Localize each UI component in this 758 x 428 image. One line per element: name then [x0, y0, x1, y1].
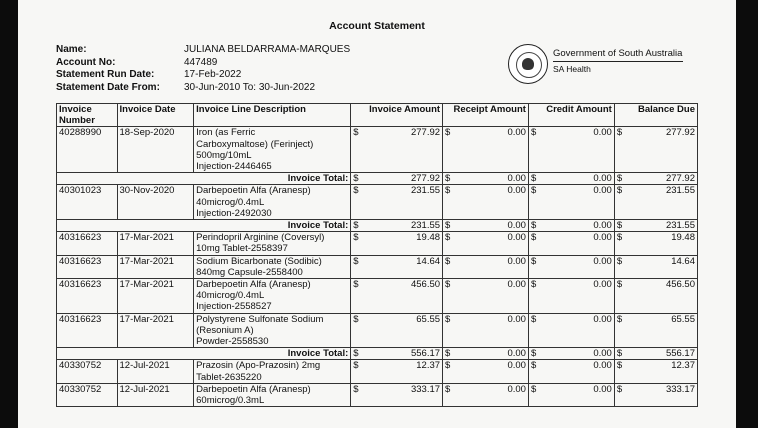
- currency-symbol: $: [351, 279, 363, 314]
- currency-symbol: $: [351, 127, 363, 173]
- invoice-amount: 556.17: [363, 348, 442, 360]
- invoice-number: 40316623: [57, 313, 118, 348]
- currency-symbol: $: [443, 185, 455, 220]
- currency-symbol: $: [351, 348, 363, 360]
- currency-symbol: $: [528, 220, 540, 232]
- receipt-amount: 0.00: [455, 232, 528, 255]
- balance-due: 277.92: [627, 173, 698, 185]
- currency-symbol: $: [443, 232, 455, 255]
- currency-symbol: $: [528, 127, 540, 173]
- invoice-amount: 456.50: [363, 279, 442, 314]
- currency-symbol: $: [351, 173, 363, 185]
- currency-symbol: $: [614, 383, 626, 406]
- invoice-date: 17-Mar-2021: [117, 255, 194, 278]
- invoice-number: 40316623: [57, 255, 118, 278]
- header-invoice-amount: Invoice Amount: [351, 104, 443, 127]
- invoice-date: 12-Jul-2021: [117, 383, 194, 406]
- meta-row-date-range: [56, 82, 350, 95]
- invoice-date: 18-Sep-2020: [117, 127, 194, 173]
- meta-value: 447489: [184, 56, 218, 68]
- meta-label: Account No:: [56, 56, 116, 68]
- header-receipt-amount: Receipt Amount: [443, 104, 529, 127]
- credit-amount: 0.00: [541, 360, 614, 383]
- currency-symbol: $: [528, 255, 540, 278]
- currency-symbol: $: [614, 360, 626, 383]
- receipt-amount: 0.00: [455, 173, 528, 185]
- statement-page: [18, 0, 736, 428]
- currency-symbol: $: [614, 348, 626, 360]
- currency-symbol: $: [351, 383, 363, 406]
- table-row: [57, 313, 698, 348]
- receipt-amount: 0.00: [455, 185, 528, 220]
- invoice-date: 17-Mar-2021: [117, 232, 194, 255]
- meta-row-name: [56, 44, 350, 57]
- credit-amount: 0.00: [541, 348, 614, 360]
- credit-amount: 0.00: [541, 279, 614, 314]
- credit-amount: 0.00: [541, 220, 614, 232]
- invoice-amount: 277.92: [363, 127, 442, 173]
- header-description: Invoice Line Description: [194, 104, 351, 127]
- currency-symbol: $: [351, 313, 363, 348]
- receipt-amount: 0.00: [455, 383, 528, 406]
- header-balance-due: Balance Due: [614, 104, 697, 127]
- invoice-table: [56, 103, 698, 407]
- currency-symbol: $: [443, 255, 455, 278]
- currency-symbol: $: [614, 127, 626, 173]
- currency-symbol: $: [614, 279, 626, 314]
- balance-due: 277.92: [627, 127, 698, 173]
- invoice-table-body: [57, 127, 698, 407]
- invoice-line-description: Perindopril Arginine (Coversyl) 10mg Tablet-2558397: [194, 232, 351, 255]
- receipt-amount: 0.00: [455, 360, 528, 383]
- currency-symbol: $: [443, 220, 455, 232]
- credit-amount: 0.00: [541, 383, 614, 406]
- currency-symbol: $: [528, 185, 540, 220]
- invoice-amount: 65.55: [363, 313, 442, 348]
- receipt-amount: 0.00: [455, 127, 528, 173]
- logo-divider: [553, 61, 683, 62]
- balance-due: 14.64: [627, 255, 698, 278]
- meta-label: Statement Date From:: [56, 81, 160, 93]
- header-credit-amount: Credit Amount: [528, 104, 614, 127]
- balance-due: 12.37: [627, 360, 698, 383]
- invoice-date: 17-Mar-2021: [117, 313, 194, 348]
- currency-symbol: $: [443, 279, 455, 314]
- currency-symbol: $: [528, 279, 540, 314]
- invoice-line-description: Darbepoetin Alfa (Aranesp) 60microg/0.3mL: [194, 383, 351, 406]
- currency-symbol: $: [443, 127, 455, 173]
- balance-due: 333.17: [627, 383, 698, 406]
- invoice-date: 30-Nov-2020: [117, 185, 194, 220]
- invoice-line-description: Darbepoetin Alfa (Aranesp) 40microg/0.4mL Injection-2492030: [194, 185, 351, 220]
- meta-value: 30-Jun-2010 To: 30-Jun-2022: [184, 81, 316, 93]
- table-row: [57, 360, 698, 383]
- table-row: [57, 127, 698, 173]
- invoice-total-label: Invoice Total:: [57, 348, 351, 360]
- invoice-number: 40316623: [57, 279, 118, 314]
- currency-symbol: $: [528, 173, 540, 185]
- currency-symbol: $: [614, 232, 626, 255]
- invoice-total-label: Invoice Total:: [57, 173, 351, 185]
- photo-background-right: [736, 0, 758, 428]
- balance-due: 19.48: [627, 232, 698, 255]
- invoice-amount: 333.17: [363, 383, 442, 406]
- invoice-amount: 277.92: [363, 173, 442, 185]
- credit-amount: 0.00: [541, 255, 614, 278]
- credit-amount: 0.00: [541, 127, 614, 173]
- account-details: [56, 44, 350, 94]
- receipt-amount: 0.00: [455, 348, 528, 360]
- invoice-amount: 19.48: [363, 232, 442, 255]
- currency-symbol: $: [614, 255, 626, 278]
- coat-of-arms-seal-icon: [508, 44, 548, 84]
- invoice-amount: 12.37: [363, 360, 442, 383]
- invoice-amount: 14.64: [363, 255, 442, 278]
- table-row: [57, 185, 698, 220]
- invoice-date: 17-Mar-2021: [117, 279, 194, 314]
- invoice-total-label: Invoice Total:: [57, 220, 351, 232]
- credit-amount: 0.00: [541, 232, 614, 255]
- table-header-row: [57, 104, 698, 127]
- meta-row-run-date: [56, 69, 350, 82]
- government-name: Government of South Australia: [553, 48, 683, 59]
- invoice-number: 40301023: [57, 185, 118, 220]
- table-row: [57, 232, 698, 255]
- currency-symbol: $: [614, 185, 626, 220]
- currency-symbol: $: [351, 232, 363, 255]
- currency-symbol: $: [614, 173, 626, 185]
- currency-symbol: $: [351, 255, 363, 278]
- photo-background-left: [0, 0, 18, 428]
- currency-symbol: $: [443, 383, 455, 406]
- balance-due: 556.17: [627, 348, 698, 360]
- invoice-amount: 231.55: [363, 185, 442, 220]
- currency-symbol: $: [351, 185, 363, 220]
- meta-value: 17-Feb-2022: [184, 69, 242, 80]
- currency-symbol: $: [351, 220, 363, 232]
- invoice-total-row: [57, 173, 698, 185]
- page-title: Account Statement: [329, 20, 425, 32]
- balance-due: 231.55: [627, 185, 698, 220]
- currency-symbol: $: [443, 348, 455, 360]
- balance-due: 456.50: [627, 279, 698, 314]
- invoice-line-description: Darbepoetin Alfa (Aranesp) 40microg/0.4mL Injection-2558527: [194, 279, 351, 314]
- currency-symbol: $: [528, 360, 540, 383]
- balance-due: 65.55: [627, 313, 698, 348]
- currency-symbol: $: [528, 383, 540, 406]
- currency-symbol: $: [351, 360, 363, 383]
- receipt-amount: 0.00: [455, 313, 528, 348]
- credit-amount: 0.00: [541, 173, 614, 185]
- invoice-line-description: Polystyrene Sulfonate Sodium (Resonium A) Powder-2558530: [194, 313, 351, 348]
- currency-symbol: $: [614, 313, 626, 348]
- receipt-amount: 0.00: [455, 279, 528, 314]
- table-row: [57, 279, 698, 314]
- invoice-amount: 231.55: [363, 220, 442, 232]
- invoice-total-row: [57, 220, 698, 232]
- currency-symbol: $: [528, 348, 540, 360]
- invoice-total-row: [57, 348, 698, 360]
- currency-symbol: $: [614, 220, 626, 232]
- credit-amount: 0.00: [541, 313, 614, 348]
- currency-symbol: $: [443, 360, 455, 383]
- header-invoice-date: Invoice Date: [117, 104, 194, 127]
- invoice-line-description: Prazosin (Apo-Prazosin) 2mg Tablet-2635220: [194, 360, 351, 383]
- department-name: SA Health: [553, 64, 591, 74]
- credit-amount: 0.00: [541, 185, 614, 220]
- currency-symbol: $: [443, 173, 455, 185]
- invoice-number: 40330752: [57, 360, 118, 383]
- invoice-line-description: Iron (as Ferric Carboxymaltose) (Ferinject) 500mg/10mL Injection-2446465: [194, 127, 351, 173]
- invoice-date: 12-Jul-2021: [117, 360, 194, 383]
- balance-due: 231.55: [627, 220, 698, 232]
- invoice-number: 40330752: [57, 383, 118, 406]
- meta-label: Name:: [56, 44, 87, 55]
- currency-symbol: $: [528, 232, 540, 255]
- header-invoice-number: Invoice Number: [57, 104, 118, 127]
- receipt-amount: 0.00: [455, 255, 528, 278]
- table-row: [57, 383, 698, 406]
- receipt-amount: 0.00: [455, 220, 528, 232]
- meta-row-account: [56, 57, 350, 70]
- invoice-number: 40288990: [57, 127, 118, 173]
- meta-label: Statement Run Date:: [56, 69, 155, 80]
- invoice-line-description: Sodium Bicarbonate (Sodibic) 840mg Capsule-2558400: [194, 255, 351, 278]
- currency-symbol: $: [528, 313, 540, 348]
- table-row: [57, 255, 698, 278]
- meta-value: JULIANA BELDARRAMA-MARQUES: [184, 44, 351, 55]
- currency-symbol: $: [443, 313, 455, 348]
- invoice-number: 40316623: [57, 232, 118, 255]
